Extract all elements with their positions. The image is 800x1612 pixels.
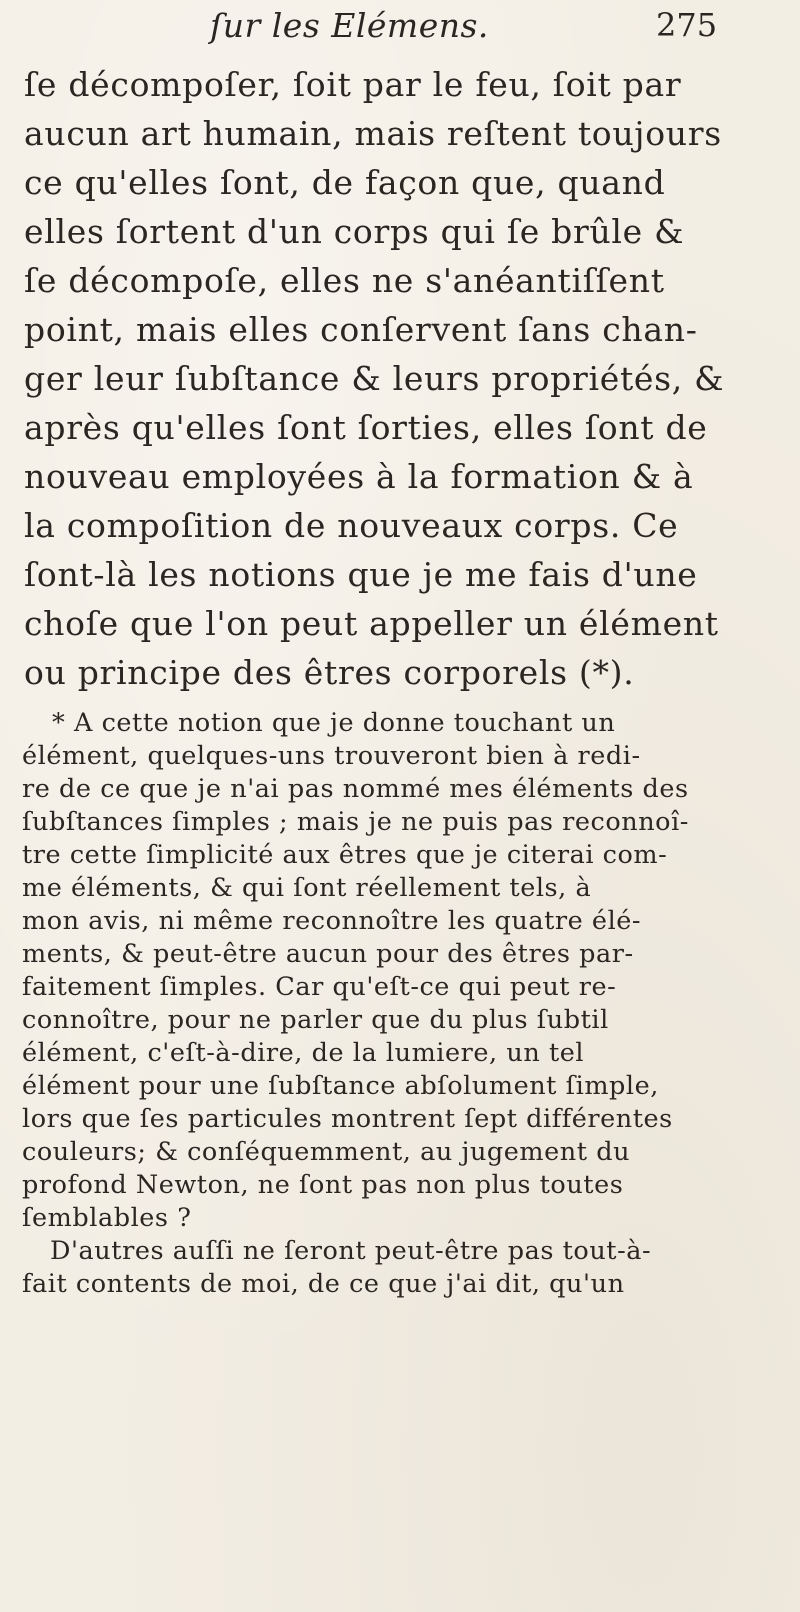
footnote-line: * A cette notion que je donne touchant un [52, 708, 616, 738]
text-line: la compoſition de nouveaux corps. Ce [24, 506, 679, 545]
footnote-line: fait contents de moi, de ce que j'ai dit, qu'un [22, 1269, 625, 1299]
footnote-line: couleurs; & conſéquemment, au jugement du [22, 1137, 631, 1167]
footnote-line: faitement ſimples. Car qu'eſt-ce qui peut re- [22, 972, 617, 1002]
footnote-line: élément, quelques-uns trouveront bien à redi- [22, 741, 641, 771]
footnote [22, 707, 786, 1301]
page-header [0, 0, 800, 60]
page-number: 275 [656, 6, 718, 44]
text-line: ce qu'elles ſont, de façon que, quand [24, 163, 666, 202]
text-line: choſe que l'on peut appeller un élément [24, 604, 719, 643]
text-line: aucun art humain, mais reſtent toujours [24, 114, 722, 153]
footnote-line: tre cette ſimplicité aux êtres que je citerai com- [22, 840, 668, 870]
footnote-line: connoître, pour ne parler que du plus ſubtil [22, 1005, 609, 1035]
text-line: ſe décompoſer, ſoit par le feu, ſoit par [24, 65, 682, 104]
footnote-line: D'autres auſſi ne ſeront peut-être pas tout-à- [50, 1236, 652, 1266]
footnote-line: re de ce que je n'ai pas nommé mes éléments des [22, 774, 689, 804]
text-line: ſont-là les notions que je me fais d'une [24, 555, 698, 594]
footnote-line: lors que ſes particules montrent ſept différentes [22, 1104, 673, 1134]
text-line: après qu'elles ſont ſorties, elles ſont de [24, 408, 708, 447]
footnote-line: profond Newton, ne ſont pas non plus toutes [22, 1170, 624, 1200]
footnote-line: ſemblables ? [22, 1203, 192, 1233]
text-line: nouveau employées à la formation & à [24, 457, 694, 496]
footnote-line: mon avis, ni même reconnoître les quatre élé- [22, 906, 642, 936]
text-line: ou principe des êtres corporels (*). [24, 653, 635, 692]
text-line: elles ſortent d'un corps qui ſe brûle & [24, 212, 685, 251]
text-line: ſe décompoſe, elles ne s'anéantiſſent [24, 261, 665, 300]
footnote-line: élément, c'eſt-à-dire, de la lumiere, un tel [22, 1038, 585, 1068]
footnote-line: élément pour une ſubſtance abſolument ſimple, [22, 1071, 659, 1101]
footnote-line: ſubſtances ſimples ; mais je ne puis pas reconnoî- [22, 807, 689, 837]
text-line: point, mais elles conſervent ſans chan- [24, 310, 698, 349]
footnote-line: me éléments, & qui ſont réellement tels, à [22, 873, 592, 903]
footnote-line: ments, & peut-être aucun pour des êtres par- [22, 939, 634, 969]
main-text [24, 60, 784, 697]
text-line: ger leur ſubſtance & leurs propriétés, & [24, 359, 725, 398]
running-title: ſur les Elémens. [210, 6, 489, 45]
